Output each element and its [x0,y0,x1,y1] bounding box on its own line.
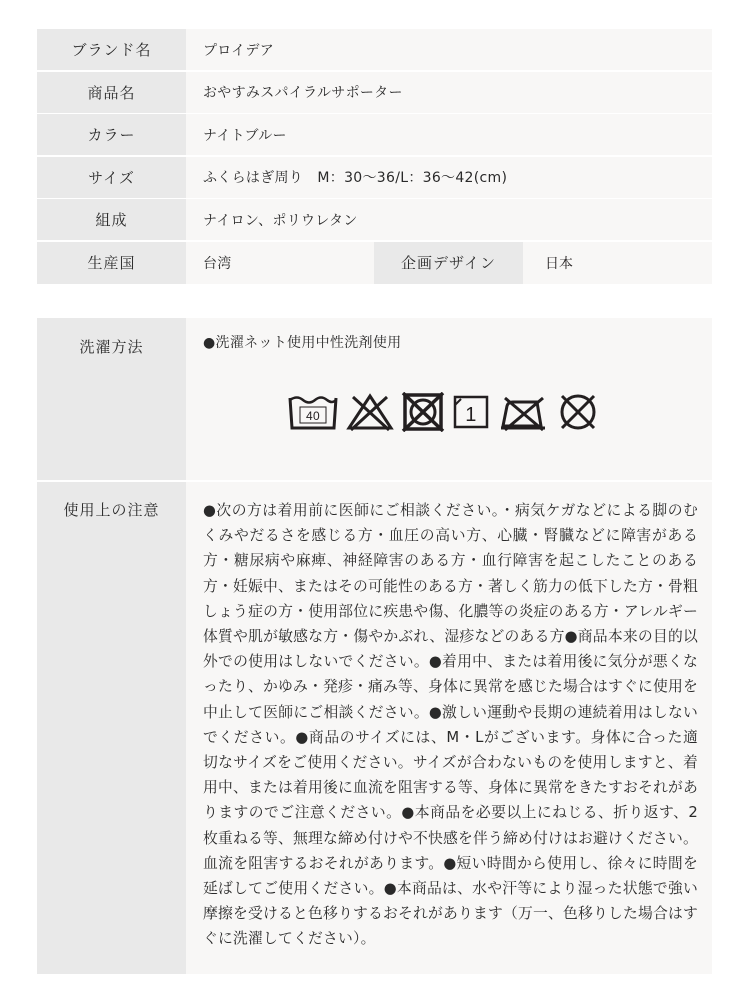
design-value: 日本 [523,242,712,284]
wash-temp-text: 40 [306,409,320,423]
size-label: サイズ [37,157,186,198]
shade-dry-icon [451,392,491,432]
design-label: 企画デザイン [374,242,523,284]
spec-row-product [37,72,712,113]
wash-label: 洗濯方法 [37,318,186,480]
material-label: 組成 [37,199,186,240]
care-table [37,318,712,974]
product-label: 商品名 [37,72,186,113]
spec-row-size [37,157,712,198]
spec-row-brand [37,29,712,70]
origin-label: 生産国 [37,242,186,284]
wash-40-icon [287,392,339,432]
notes-row [37,482,712,974]
no-iron-icon [497,392,549,432]
no-tumble-dry-icon [401,392,445,432]
product-value: おやすみスパイラルサポーター [186,72,712,113]
brand-label: ブランド名 [37,29,186,70]
notes-label: 使用上の注意 [37,482,186,974]
spec-row-material [37,199,712,240]
spec-table [37,29,712,284]
dry-number-text: 1 [465,404,477,426]
brand-value: プロイデア [186,29,712,70]
spec-row-color [37,114,712,155]
color-value: ナイトブルー [186,114,712,155]
size-value: ふくらはぎ周り M：30〜36/L：36〜42(cm) [186,157,712,198]
no-dry-clean-icon [555,392,601,432]
wash-note: ●洗濯ネット使用中性洗剤使用 [203,335,402,351]
color-label: カラー [37,114,186,155]
no-bleach-icon [345,392,395,432]
wash-value [186,318,712,480]
origin-value: 台湾 [186,242,374,284]
care-icons [287,392,601,432]
spec-row-origin [37,242,712,284]
notes-text: ●次の方は着用前に医師にご相談ください。・病気ケガなどによる脚のむくみやだるさを感じる方・血圧の高い方、心臓・腎臓などに障害がある方・糖尿病や麻痺、神経障害のある方・血行障害を起こしたことのある方・妊娠中、またはその可能性のある方・著しく筋力の低下した方・骨粗しょう症の方・使用部位に疾患や傷、化膿等の炎症のある方・アレルギー体質や肌が敏感な方・傷やかぶれ、湿疹などのある方●商品本来の目的以外での使用はしないでください。●着用中、または着用後に気分が悪くなったり、かゆみ・発疹・痛み等、身体に異常を感じた場合はすぐに使用を中止して医師にご相談ください。●激しい運動や長期の連続着用はしないでください。●商品のサイズには、M・Lがございます。身体に合った適切なサイズをご使用ください。サイズが合わないものを使用しますと、着用中、または着用後に血流を阻害する等、身体に異常をきたすおそれがありますのでご注意ください。●本商品を必要以上にねじる、折り返す、2枚重ねる等、無理な締め付けや不快感を伴う締め付けはお避けください。血流を阻害するおそれがあります。●短い時間から使用し、徐々に時間を延ばしてご使用ください。●本商品は、水や汗等により湿った状態で強い摩擦を受けると色移りするおそれがあります（万一、色移りした場合はすぐに洗濯してください）。 [203,502,698,948]
wash-row [37,318,712,480]
material-value: ナイロン、ポリウレタン [186,199,712,240]
notes-value [186,482,712,974]
